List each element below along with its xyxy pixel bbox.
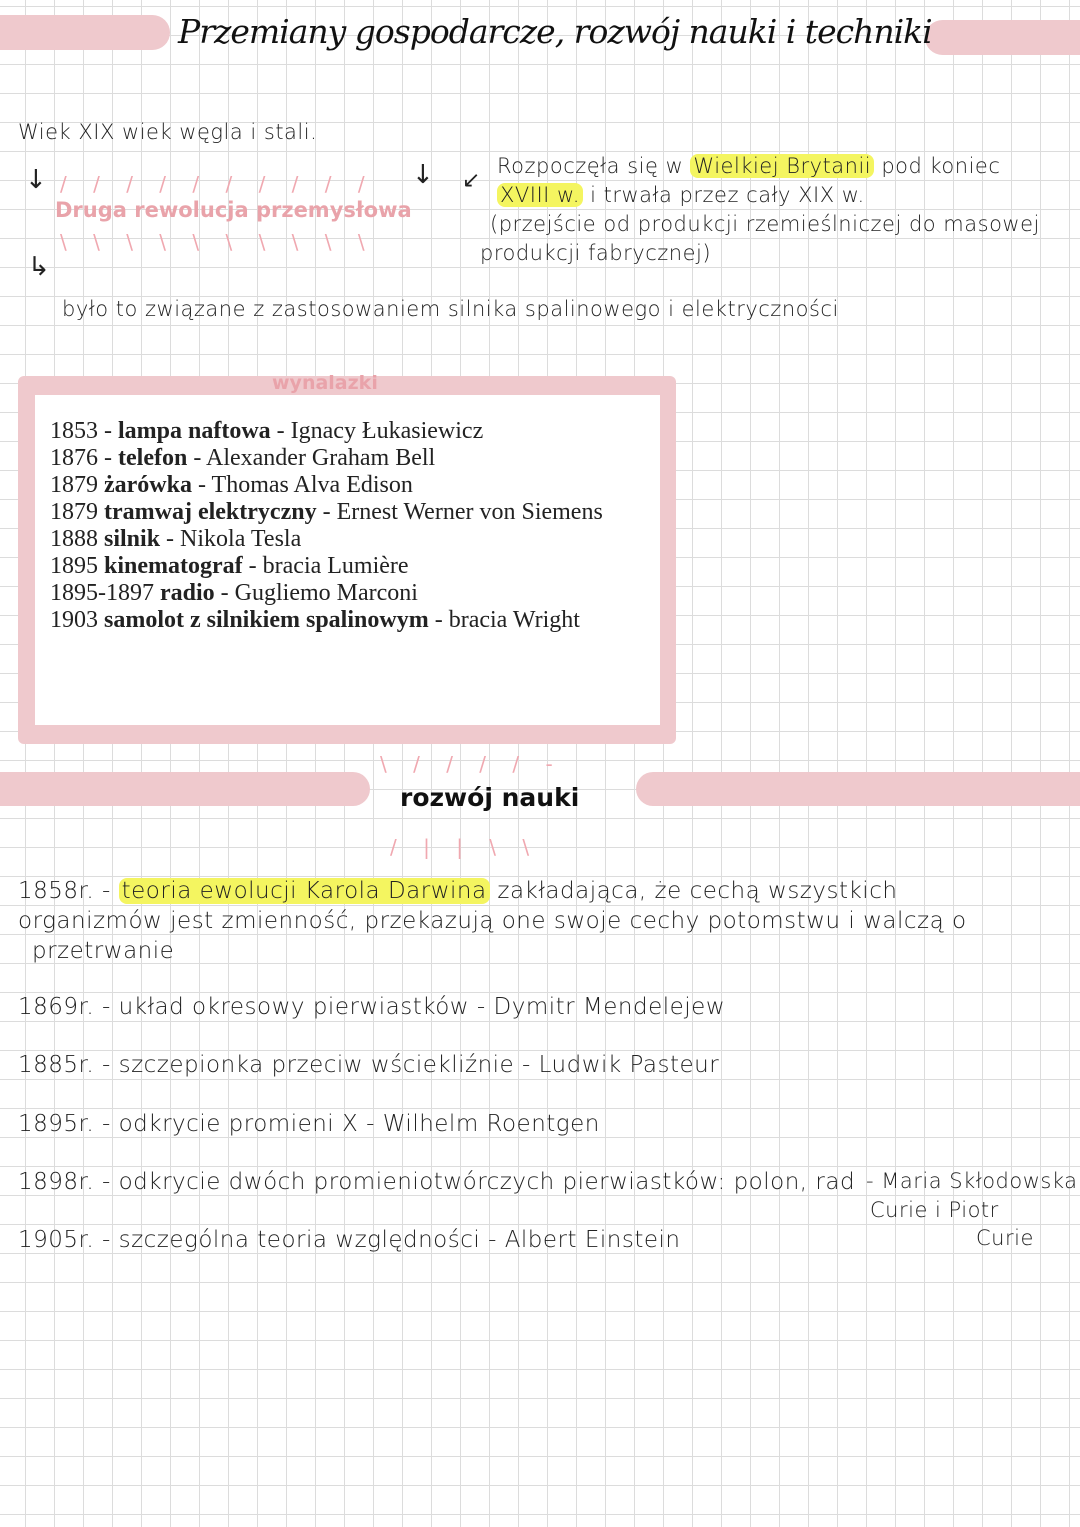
rays-decoration: / / / / / / / / / / — [60, 172, 375, 196]
rays-decoration: \ \ \ \ \ \ \ \ \ \ — [60, 230, 375, 254]
invention-name: radio — [160, 580, 215, 606]
note — [480, 152, 1040, 268]
invention-name: silnik — [104, 526, 161, 552]
science-entry: 1895r. - odkrycie promieni X - Wilhelm Roentgen — [18, 1111, 600, 1137]
invention-item — [50, 526, 610, 553]
invention-item — [50, 472, 610, 499]
cause-text: było to związane z zastosowaniem silnika spalinowego i elektryczności — [62, 297, 839, 321]
invention-inventor: - bracia Wright — [428, 607, 580, 633]
invention-item — [50, 553, 610, 580]
invention-name: żarówka — [104, 472, 192, 498]
science-entry: 1869r. - układ okresowy pierwiastków - Dymitr Mendelejew — [18, 994, 726, 1020]
invention-item — [50, 607, 610, 634]
note-text: Rozpoczęła się w — [497, 154, 691, 178]
title-bar-right — [925, 20, 1080, 55]
invention-year: 1895-1897 — [50, 580, 154, 606]
title-bar-left — [0, 15, 170, 50]
entry-year: 1858r. - — [18, 878, 119, 904]
intro-line: Wiek XIX wiek węgla i stali. — [18, 120, 318, 144]
invention-name: tramwaj elektryczny — [104, 499, 317, 525]
science-entry: 1885r. - szczepionka przeciw wściekliźnie - Ludwik Pasteur — [18, 1052, 720, 1078]
arrow-down-icon: ↓ — [412, 160, 434, 190]
rays-decoration: / | | \ \ — [390, 835, 540, 859]
inventions-heading: wynalazki — [272, 372, 378, 394]
rays-decoration: \ / / / / - — [380, 752, 563, 776]
note-text: i trwała przez cały XIX w. — [582, 183, 865, 207]
science-heading: rozwój nauki — [400, 783, 580, 812]
invention-item — [50, 445, 610, 472]
invention-inventor: - Ernest Werner von Siemens — [316, 499, 603, 525]
note-text: (przejście od produkcji rzemieślniczej do masowej — [490, 212, 1040, 236]
invention-inventor: - Alexander Graham Bell — [187, 445, 436, 471]
invention-name: telefon — [118, 445, 188, 471]
invention-name: kinematograf — [104, 553, 243, 579]
entry-text: przetrwanie — [32, 938, 175, 964]
section-heading: Druga rewolucja przemysłowa — [55, 198, 412, 222]
science-bar-right — [636, 772, 1080, 806]
invention-item — [50, 418, 610, 445]
entry-text: zakładająca, że cechą wszystkich — [489, 878, 898, 904]
invention-year: 1876 - — [50, 445, 112, 471]
invention-inventor: - Nikola Tesla — [160, 526, 302, 552]
science-entry: 1898r. - odkrycie dwóch promieniotwórczych pierwiastków: polon, rad — [18, 1169, 856, 1195]
invention-inventor: - Ignacy Łukasiewicz — [270, 418, 484, 444]
invention-name: samolot z silnikiem spalinowym — [104, 607, 429, 633]
science-entry: 1905r. - szczególna teoria względności - Albert Einstein — [18, 1227, 681, 1253]
arrow-down-icon: ↓ — [25, 165, 47, 195]
arrow-left-icon: ↙ — [462, 168, 481, 193]
science-bar-left — [0, 772, 370, 806]
invention-inventor: - bracia Lumière — [242, 553, 409, 579]
entry-text: Curie — [976, 1226, 1034, 1250]
highlight: teoria ewolucji Karola Darwina — [119, 878, 490, 904]
note-text: produkcji fabrycznej) — [480, 241, 712, 265]
invention-inventor: - Gugliemo Marconi — [214, 580, 418, 606]
invention-item — [50, 499, 610, 526]
inventions-list — [50, 418, 610, 634]
invention-year: 1895 — [50, 553, 98, 579]
invention-year: 1903 — [50, 607, 98, 633]
invention-year: 1879 — [50, 472, 98, 498]
invention-name: lampa naftowa — [118, 418, 271, 444]
invention-year: 1888 — [50, 526, 98, 552]
highlight: XVIII w. — [497, 183, 583, 207]
entry-text: organizmów jest zmienność, przekazują one swoje cechy potomstwu i walczą o — [18, 908, 967, 934]
entry-text: Curie i Piotr — [870, 1198, 999, 1222]
invention-item — [50, 580, 610, 607]
arrow-down-icon: ↳ — [28, 252, 50, 282]
page-title: Przemiany gospodarcze, rozwój nauki i techniki — [178, 12, 932, 51]
invention-inventor: - Thomas Alva Edison — [191, 472, 413, 498]
note-text: pod koniec — [874, 154, 1001, 178]
invention-year: 1853 - — [50, 418, 112, 444]
science-entry — [18, 876, 967, 966]
entry-text: - Maria Skłodowska — [866, 1169, 1078, 1193]
highlight: Wielkiej Brytanii — [690, 154, 874, 178]
invention-year: 1879 — [50, 499, 98, 525]
